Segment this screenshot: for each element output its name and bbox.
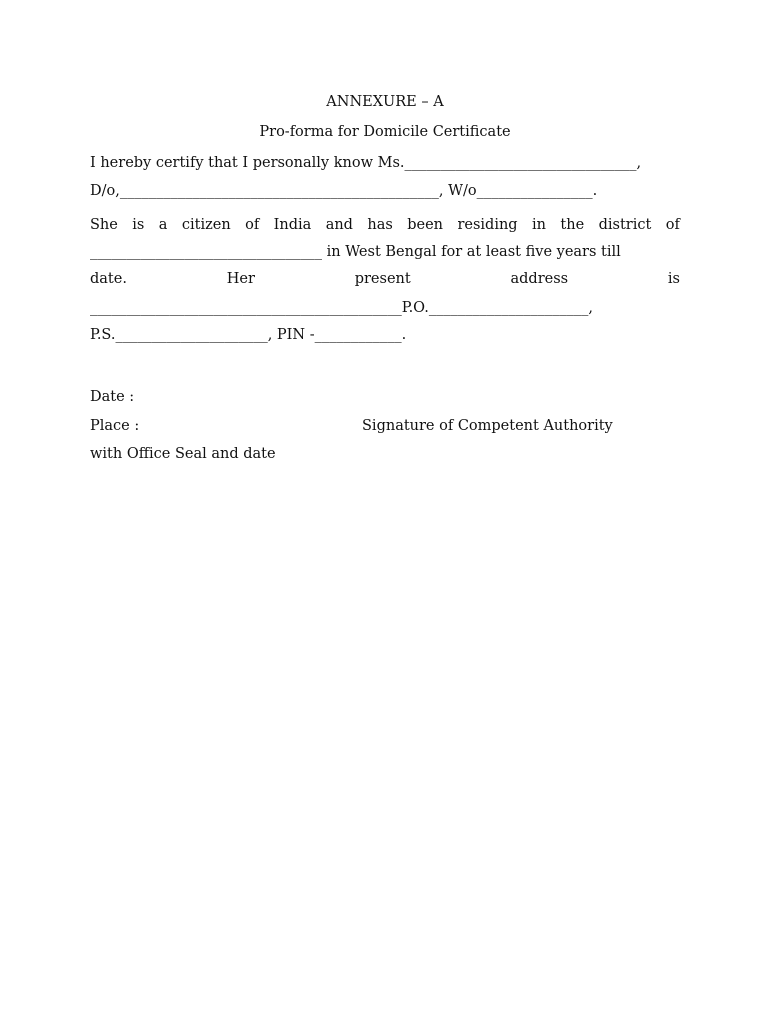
word: citizen — [181, 217, 231, 233]
citizen-line-5: P.S._____________________, PIN -____________. — [90, 327, 407, 343]
word: is — [132, 217, 145, 233]
signature-label: Signature of Competent Authority — [362, 418, 613, 434]
word: residing — [457, 217, 518, 233]
office-seal-label: with Office Seal and date — [90, 446, 276, 462]
citizen-line-2: ________________________________ in West Bengal for at least five years till — [90, 244, 621, 260]
certify-line-2: D/o,____________________________________________, W/o________________. — [90, 183, 598, 199]
word: India — [273, 217, 312, 233]
document-title: Pro-forma for Domicile Certificate — [259, 124, 511, 140]
word: is — [667, 271, 680, 287]
word: in — [532, 217, 546, 233]
word: a — [158, 217, 168, 233]
word: Her — [226, 271, 255, 287]
word: of — [245, 217, 260, 233]
word: the — [560, 217, 585, 233]
place-label: Place : — [90, 418, 140, 434]
annexure-heading: ANNEXURE – A — [326, 94, 444, 110]
citizen-line-4: ___________________________________________P.O.______________________, — [90, 300, 593, 316]
word: been — [407, 217, 444, 233]
word: of — [665, 217, 680, 233]
word: date. — [90, 271, 127, 287]
certify-line-1: I hereby certify that I personally know Ms.________________________________, — [90, 155, 642, 171]
word: present — [354, 271, 411, 287]
date-label: Date : — [90, 389, 135, 405]
citizen-line-1 — [90, 216, 680, 234]
citizen-line-3 — [90, 270, 680, 288]
word: has — [367, 217, 393, 233]
word: She — [90, 217, 118, 233]
word: and — [325, 217, 353, 233]
word: address — [510, 271, 569, 287]
word: district — [598, 217, 652, 233]
